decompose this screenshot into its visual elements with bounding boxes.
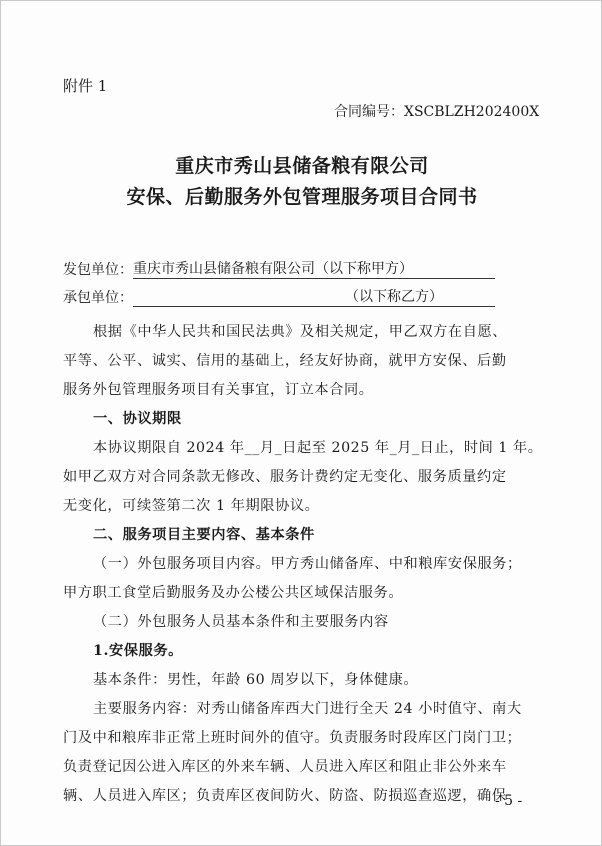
body-line: （一）外包服务项目内容。甲方秀山储备库、中和粮库安保服务； [93, 556, 522, 572]
party-b-field [133, 288, 495, 307]
document-title-line2: 安保、后勤服务外包管理服务项目合同书 [126, 186, 478, 208]
party-a-value: 重庆市秀山县储备粮有限公司（以下称甲方） [133, 261, 413, 277]
annex-label: 附件 1 [63, 77, 108, 95]
body-line: 根据《中华人民共和国民法典》及相关规定，甲乙双方在自愿、 [93, 324, 508, 340]
contract-number: 合同编号：XSCBLZH202400X [334, 104, 540, 120]
body-line: 辆、人员进入库区；负责库区夜间防火、防盗、防损巡查巡逻，确保 [63, 788, 507, 804]
page-number: - 5 - [495, 793, 523, 809]
body-line: 无变化，可续签第二次 1 年期限协议。 [63, 498, 320, 514]
section-heading: 二、服务项目主要内容、基本条件 [93, 527, 315, 543]
party-b-row [63, 287, 495, 307]
party-b-label: 承包单位： [63, 290, 133, 306]
document-title-line1: 重庆市秀山县储备粮有限公司 [175, 155, 429, 177]
party-a-label: 发包单位： [63, 262, 133, 278]
body-line: 负责登记因公进入库区的外来车辆、人员进入库区和阻止非公外来车 [63, 759, 507, 775]
party-a-row [63, 259, 495, 279]
body-line: 主要服务内容：对秀山储备库西大门进行全天 24 小时值守、南大 [93, 701, 522, 717]
subsection-heading: 1.安保服务。 [93, 643, 183, 659]
section-heading: 一、协议期限 [93, 411, 182, 427]
body-line: 平等、公平、诚实、信用的基础上，经友好协商，就甲方安保、后勤 [63, 353, 507, 369]
body-line: 本协议期限自 2024 年__月_日起至 2025 年_月_日止，时间 1 年。 [93, 440, 543, 456]
body-line: 如甲乙双方对合同条款无修改、服务计费约定无变化、服务质量约定 [63, 469, 507, 485]
party-a-field [133, 260, 495, 279]
body-line: 甲方职工食堂后勤服务及办公楼公共区域保洁服务。 [63, 585, 404, 601]
body-line: （二）外包服务人员基本条件和主要服务内容 [93, 614, 389, 630]
body-line: 服务外包管理服务项目有关事宜，订立本合同。 [63, 382, 374, 398]
body-line: 门及中和粮库非正常上班时间外的值守。负责服务时段库区门岗门卫； [63, 730, 522, 746]
body-line: 基本条件：男性，年龄 60 周岁以下，身体健康。 [93, 672, 419, 688]
party-b-suffix: （以下称乙方） [345, 289, 443, 305]
